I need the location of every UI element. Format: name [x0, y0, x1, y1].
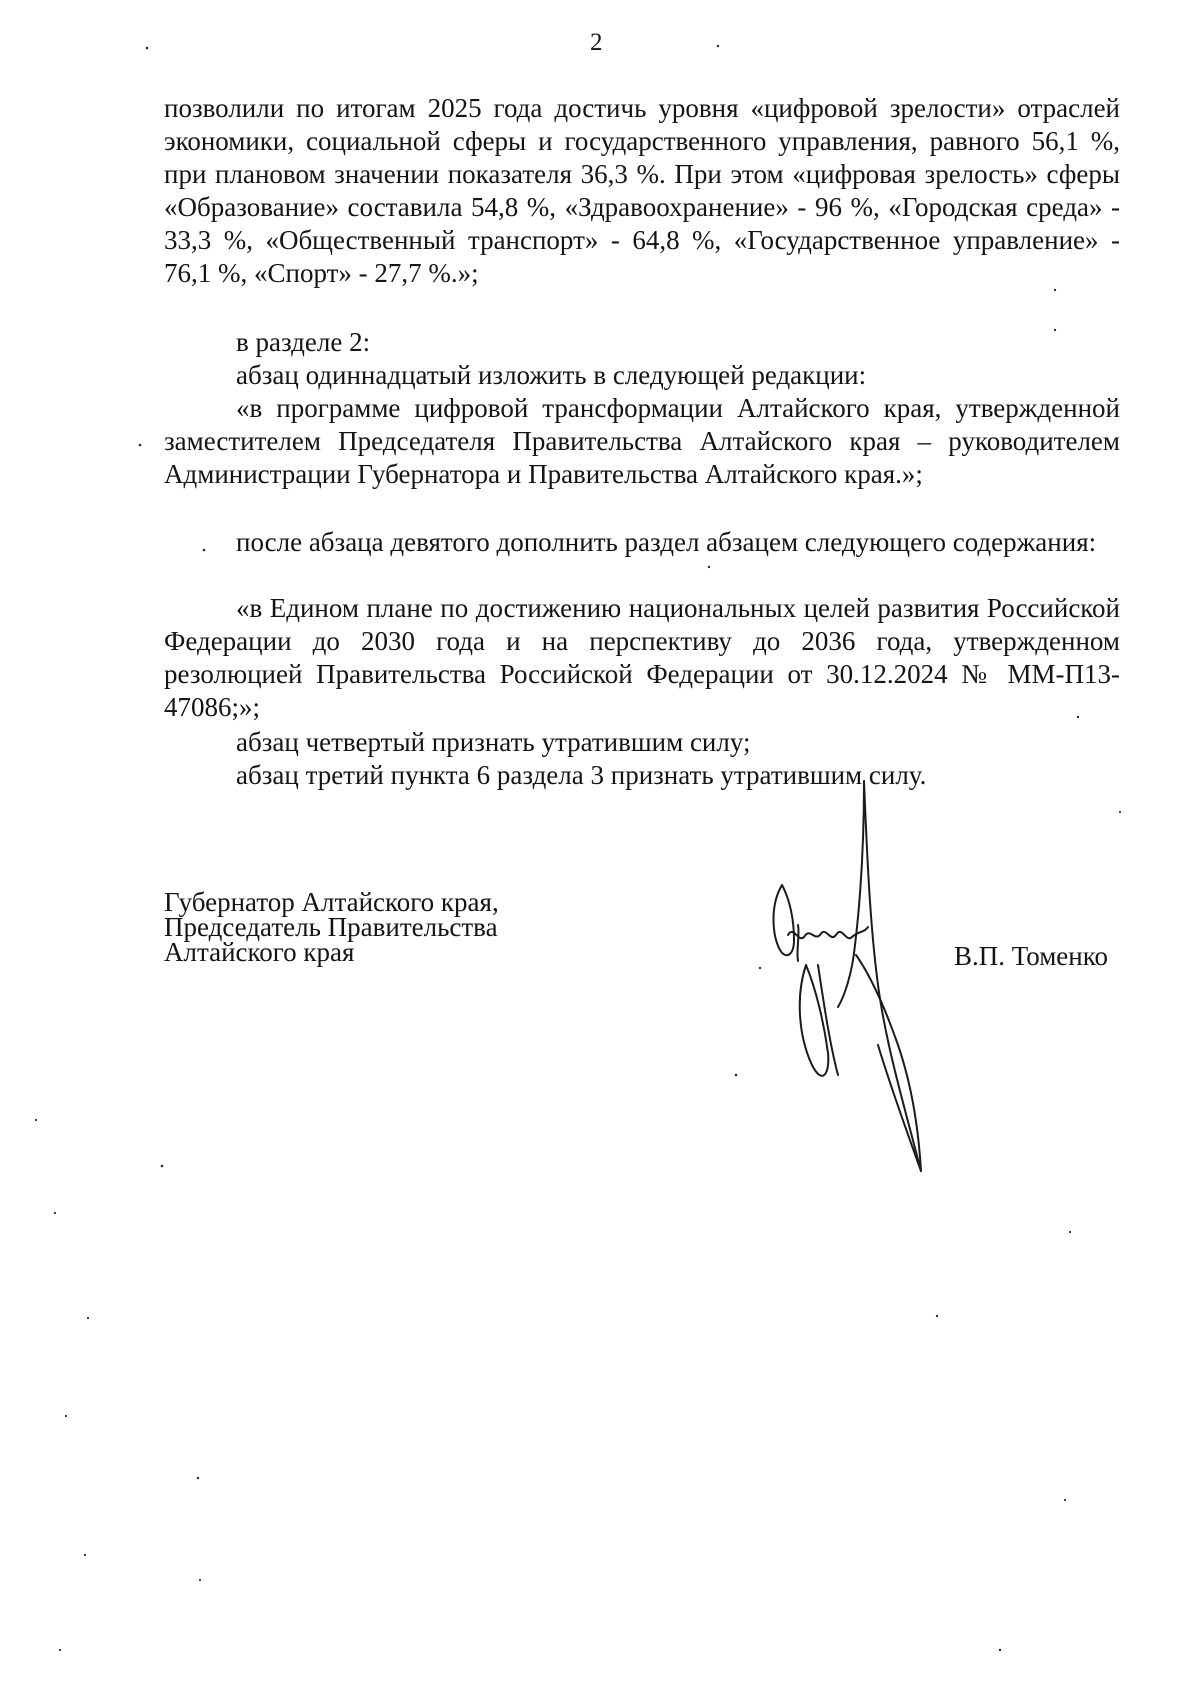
- paragraph: абзац одиннадцатый изложить в следующей редакции:: [236, 360, 867, 390]
- signatory-title-line: Губернатор Алтайского края,: [164, 887, 499, 917]
- signatory-title-line: Алтайского края: [164, 937, 355, 967]
- handwritten-signature: [760, 775, 935, 1180]
- paragraph-quoted-plan: [164, 592, 1120, 724]
- paragraph: абзац третий пункта 6 раздела 3 признать утратившим силу.: [236, 760, 927, 790]
- paragraph-section-2: [164, 326, 1120, 359]
- signatory-name: В.П. Томенко: [954, 941, 1108, 971]
- paragraph: в разделе 2:: [236, 327, 371, 357]
- page-number: 2: [590, 29, 603, 56]
- paragraph: «в Едином плане по достижению национальных целей развития Российской Федерации до 2030 года и на перспективу до 2036 года, утвержденном резолюцией Правительства Российской Федерации от 30.12.2024 № ММ-П13-47086;»;: [164, 593, 1120, 722]
- paragraph: после абзаца девятого дополнить раздел абзацем следующего содержания:: [236, 527, 1097, 557]
- paragraph: позволили по итогам 2025 года достичь уровня «цифровой зрелости» отраслей экономики, социальной сферы и государственного управления, равного 56,1 %, при плановом значении показателя 36,3 %. При этом «цифровая зрелость» сферы «Образование» составила 54,8 %, «Здравоохранение» - 96 %, «Городская среда» - 33,3 %, «Общественный транспорт» - 64,8 %, «Государственное управление» - 76,1 %, «Спорт» - 27,7 %.»;: [164, 93, 1120, 288]
- paragraph-fourth-void: [164, 726, 1120, 759]
- paragraph-quoted-program: [164, 392, 1120, 491]
- paragraph-third-void: [164, 759, 1120, 792]
- paragraph: абзац четвертый признать утратившим силу;: [236, 727, 751, 757]
- signatory-title: [164, 887, 499, 967]
- signatory-title-line: Председатель Правительства: [164, 912, 498, 942]
- paragraph: «в программе цифровой трансформации Алтайского края, утвержденной заместителем Председателя Правительства Алтайского края – руководителем Администрации Губернатора и Правительства Алтайского края.»;: [164, 393, 1120, 489]
- paragraph-eleventh-abzac: [164, 359, 1120, 392]
- paragraph-continuation: [164, 92, 1120, 290]
- paragraph-after-ninth: [164, 526, 1120, 559]
